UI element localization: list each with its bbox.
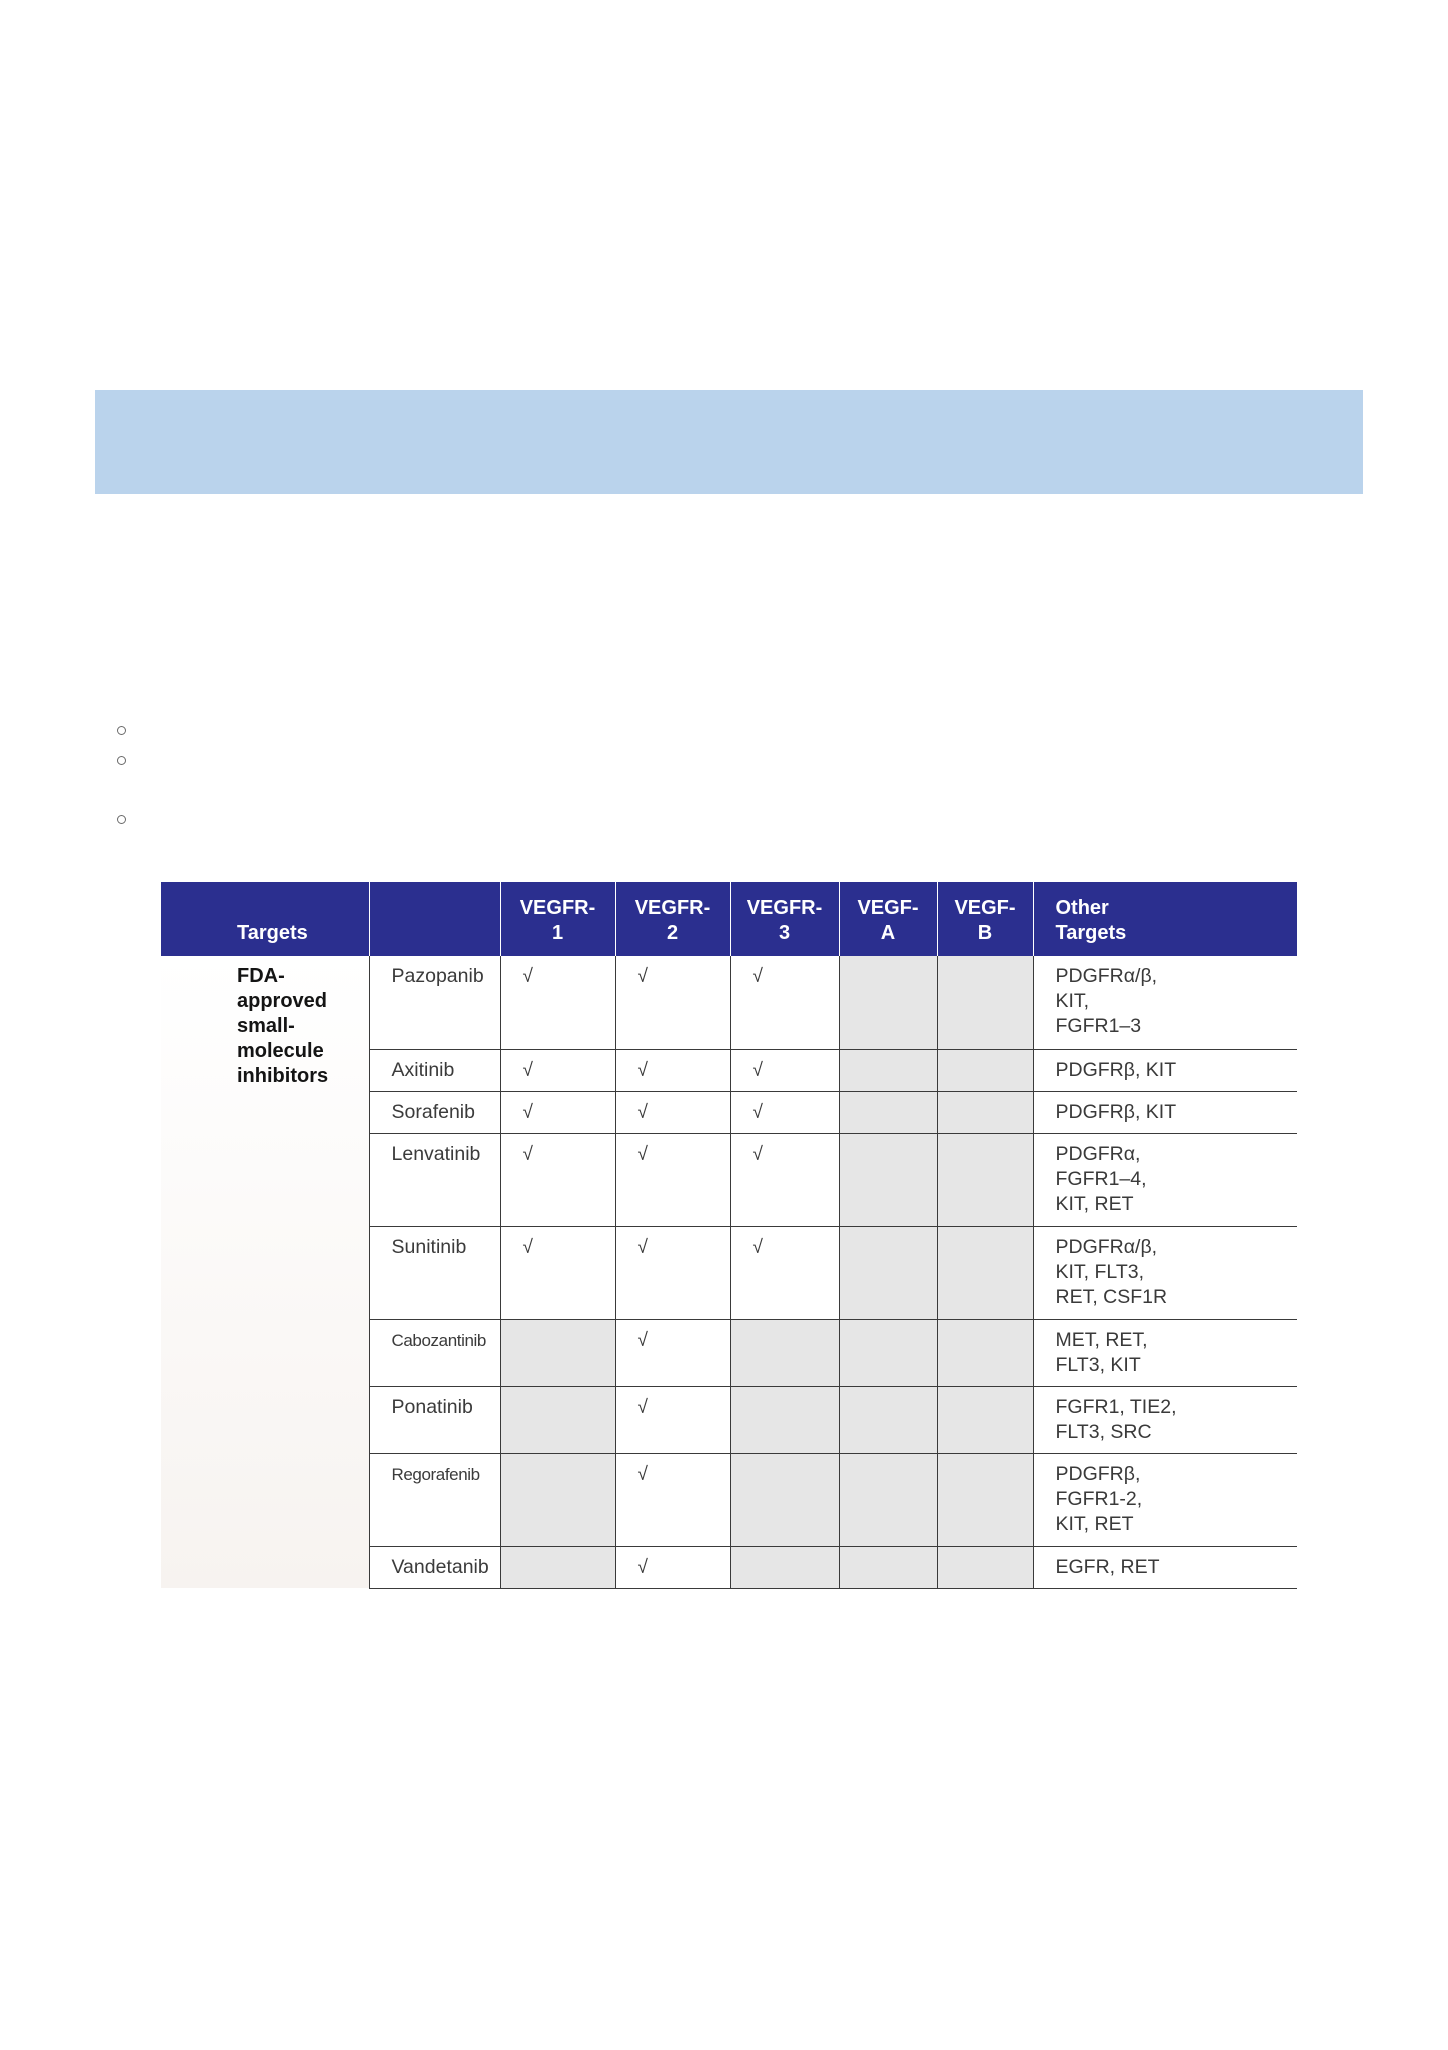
- table-row: [161, 956, 1297, 1049]
- drug-name-cell: Ponatinib: [369, 1386, 500, 1453]
- header-vegfr3: VEGFR- 3: [730, 882, 839, 956]
- other-targets-cell: PDGFRβ, KIT: [1033, 1091, 1297, 1133]
- vegfb-cell: [937, 1546, 1033, 1588]
- category-cell: FDA- approved small- molecule inhibitors: [161, 956, 369, 1588]
- vegf-targets-table: [161, 882, 1297, 1589]
- vegfr3-cell: √: [730, 1133, 839, 1226]
- header-drug: [369, 882, 500, 956]
- other-targets-cell: PDGFRα/β, KIT, FLT3, RET, CSF1R: [1033, 1226, 1297, 1319]
- vegfr2-cell: √: [615, 1319, 730, 1386]
- vegfr2-cell: √: [615, 1386, 730, 1453]
- drug-name-cell: Vandetanib: [369, 1546, 500, 1588]
- header-vegfr2: VEGFR- 2: [615, 882, 730, 956]
- drug-name-cell: Regorafenib: [369, 1453, 500, 1546]
- vegfb-cell: [937, 1386, 1033, 1453]
- other-targets-cell: PDGFRβ, FGFR1-2, KIT, RET: [1033, 1453, 1297, 1546]
- vegfr2-cell: √: [615, 1546, 730, 1588]
- vegfr3-cell: √: [730, 1049, 839, 1091]
- vegfr3-cell: √: [730, 1091, 839, 1133]
- vegfr3-cell: [730, 1386, 839, 1453]
- vegfb-cell: [937, 1133, 1033, 1226]
- vegfr3-cell: [730, 1546, 839, 1588]
- vegfb-cell: [937, 1091, 1033, 1133]
- vegfa-cell: [839, 1546, 937, 1588]
- vegfr2-cell: √: [615, 1453, 730, 1546]
- vegfr2-cell: √: [615, 956, 730, 1049]
- other-targets-cell: PDGFRα, FGFR1–4, KIT, RET: [1033, 1133, 1297, 1226]
- vegfb-cell: [937, 1049, 1033, 1091]
- vegfr1-cell: √: [500, 956, 615, 1049]
- vegfb-cell: [937, 1319, 1033, 1386]
- header-targets: Targets: [161, 882, 369, 956]
- other-targets-cell: MET, RET, FLT3, KIT: [1033, 1319, 1297, 1386]
- vegfr1-cell: √: [500, 1226, 615, 1319]
- vegfr2-cell: √: [615, 1133, 730, 1226]
- drug-name-cell: Pazopanib: [369, 956, 500, 1049]
- vegfa-cell: [839, 1453, 937, 1546]
- vegfa-cell: [839, 1091, 937, 1133]
- vegfr2-cell: √: [615, 1226, 730, 1319]
- other-targets-cell: PDGFRβ, KIT: [1033, 1049, 1297, 1091]
- vegfr3-cell: √: [730, 956, 839, 1049]
- vegfa-cell: [839, 1386, 937, 1453]
- drug-name-cell: Sorafenib: [369, 1091, 500, 1133]
- vegfr2-cell: √: [615, 1049, 730, 1091]
- bullet-marker: [117, 726, 126, 735]
- vegfa-cell: [839, 1049, 937, 1091]
- vegfr1-cell: [500, 1453, 615, 1546]
- drug-name-cell: Axitinib: [369, 1049, 500, 1091]
- vegfr1-cell: [500, 1319, 615, 1386]
- drug-name-cell: Sunitinib: [369, 1226, 500, 1319]
- header-vegfr1: VEGFR- 1: [500, 882, 615, 956]
- vegfb-cell: [937, 1453, 1033, 1546]
- other-targets-cell: PDGFRα/β, KIT, FGFR1–3: [1033, 956, 1297, 1049]
- vegfr1-cell: √: [500, 1133, 615, 1226]
- vegfr1-cell: [500, 1386, 615, 1453]
- table-header-row: [161, 882, 1297, 956]
- header-other-targets: Other Targets: [1033, 882, 1297, 956]
- vegfb-cell: [937, 1226, 1033, 1319]
- header-vegfa: VEGF- A: [839, 882, 937, 956]
- vegfr1-cell: [500, 1546, 615, 1588]
- other-targets-cell: EGFR, RET: [1033, 1546, 1297, 1588]
- vegfr1-cell: √: [500, 1091, 615, 1133]
- drug-name-cell: Cabozantinib: [369, 1319, 500, 1386]
- vegfa-cell: [839, 1226, 937, 1319]
- header-vegfb: VEGF- B: [937, 882, 1033, 956]
- bullet-marker: [117, 815, 126, 824]
- vegfr3-cell: [730, 1319, 839, 1386]
- vegfr3-cell: √: [730, 1226, 839, 1319]
- drug-name-cell: Lenvatinib: [369, 1133, 500, 1226]
- vegfb-cell: [937, 956, 1033, 1049]
- vegfa-cell: [839, 1319, 937, 1386]
- other-targets-cell: FGFR1, TIE2, FLT3, SRC: [1033, 1386, 1297, 1453]
- vegfr3-cell: [730, 1453, 839, 1546]
- vegfr2-cell: √: [615, 1091, 730, 1133]
- vegfa-cell: [839, 1133, 937, 1226]
- vegfa-cell: [839, 956, 937, 1049]
- section-banner: [95, 390, 1363, 494]
- bullet-marker: [117, 756, 126, 765]
- vegfr1-cell: √: [500, 1049, 615, 1091]
